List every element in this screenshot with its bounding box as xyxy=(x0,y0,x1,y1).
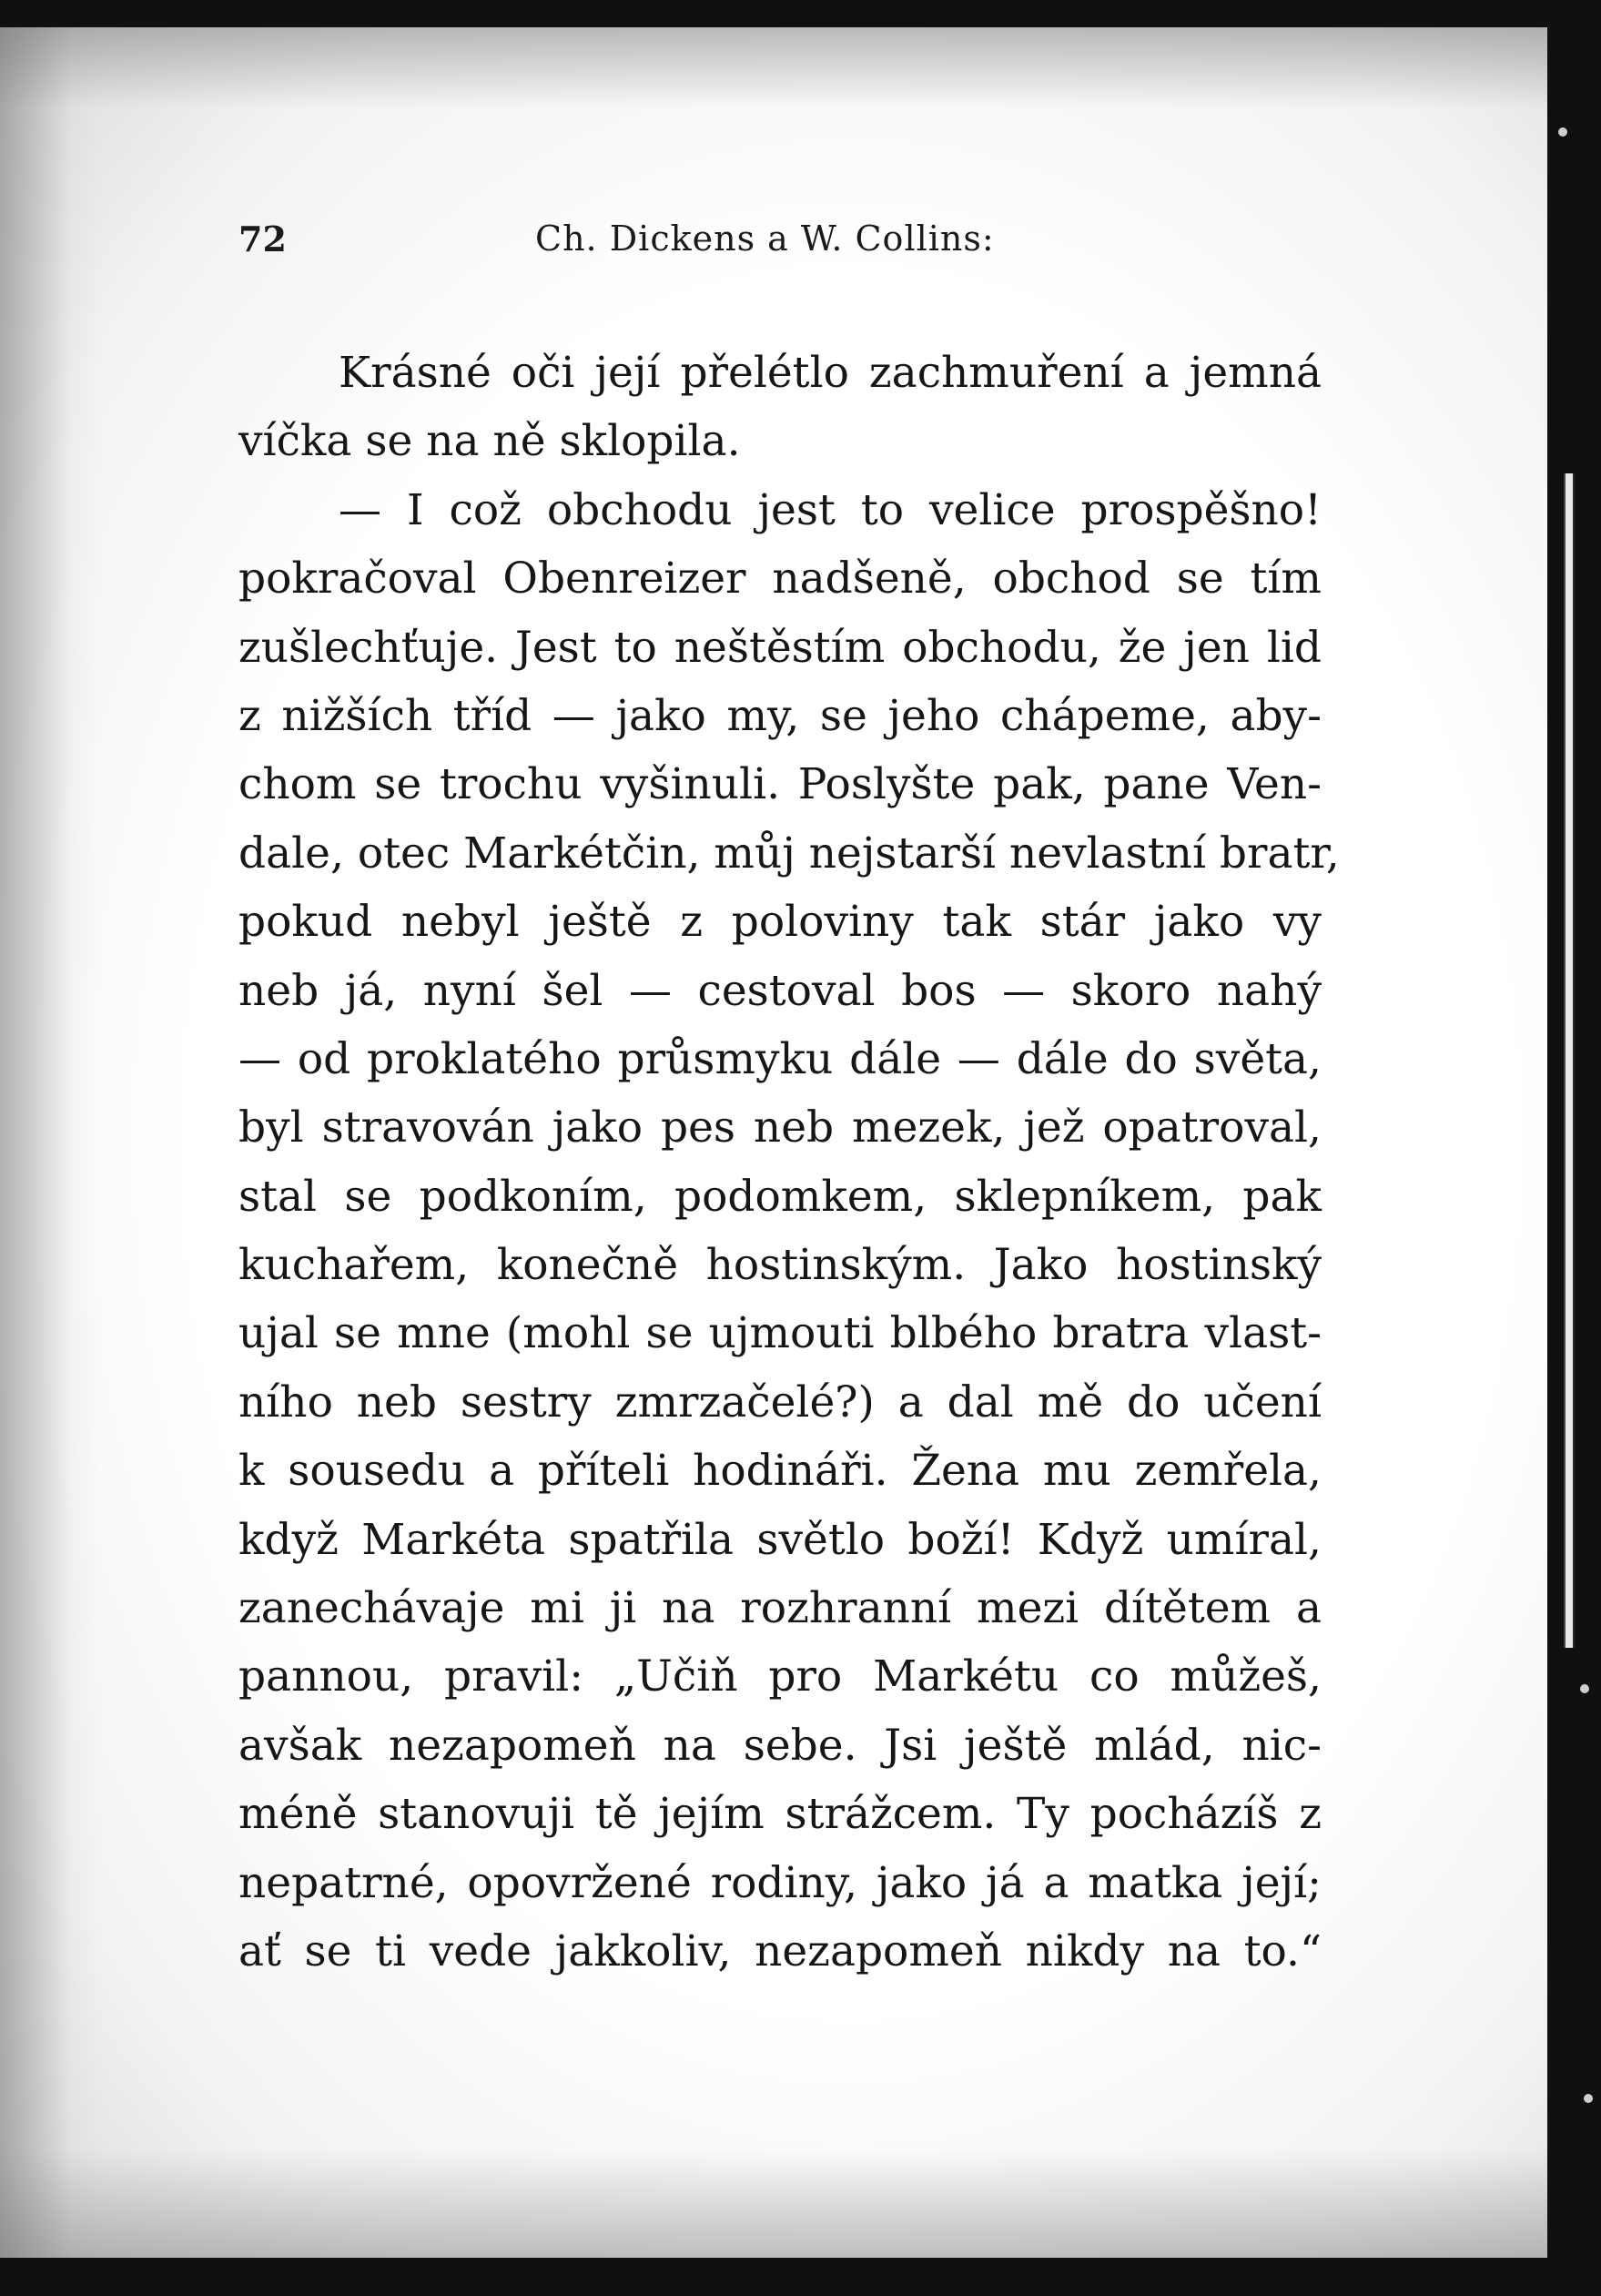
text-line: zanechávaje mi ji na rozhranní mezi dítětem a xyxy=(238,1583,1322,1634)
text-line: avšak nezapomeň na sebe. Jsi ještě mlád, nic- xyxy=(238,1720,1322,1771)
text-line: pokud nebyl ještě z poloviny tak stár jako vy xyxy=(238,897,1322,948)
text-line: zušlechťuje. Jest to neštěstím obchodu, že jen lid xyxy=(238,622,1322,673)
body-text xyxy=(238,339,1340,1986)
text-line: byl stravován jako pes neb mezek, jež opatroval, xyxy=(238,1102,1322,1153)
text-line: pannou, pravil: „Učiň pro Markétu co můžeš, xyxy=(238,1651,1322,1702)
text-line: kuchařem, konečně hostinským. Jako hostinský xyxy=(238,1240,1322,1291)
binding-edge xyxy=(1564,473,1575,1648)
text-line: nepatrné, opovržené rodiny, jako já a matka její; xyxy=(238,1857,1322,1908)
running-head: Ch. Dickens a W. Collins: xyxy=(535,218,995,259)
binding-mark xyxy=(1558,127,1567,137)
page-gutter-shadow xyxy=(0,27,100,2258)
binding-mark xyxy=(1580,1684,1589,1693)
book-page xyxy=(0,27,1547,2258)
text-line: víčka se na ně sklopila. xyxy=(238,416,741,467)
text-line: — od proklatého průsmyku dále — dále do světa, xyxy=(238,1033,1322,1084)
text-line: ního neb sestry zmrzačelé?) a dal mě do učení xyxy=(238,1377,1322,1427)
text-line: neb já, nyní šel — cestoval bos — skoro nahý xyxy=(238,965,1322,1016)
page-bottom-shadow xyxy=(0,2149,1547,2258)
text-line: k sousedu a příteli hodináři. Žena mu zemřela, xyxy=(238,1446,1322,1497)
page-top-shadow xyxy=(0,27,1547,109)
page-number: 72 xyxy=(238,218,287,259)
text-line: méně stanovuji tě jejím strážcem. Ty pocházíš z xyxy=(238,1789,1322,1840)
text-line: ujal se mne (mohl se ujmouti blbého bratra vlast- xyxy=(238,1308,1322,1359)
text-line: chom se trochu vyšinuli. Poslyšte pak, pane Ven- xyxy=(238,759,1322,810)
text-line: dale, otec Markétčin, můj nejstarší nevlastní bratr, xyxy=(238,828,1340,879)
page-header xyxy=(238,218,1322,273)
binding-mark xyxy=(1584,2094,1593,2103)
text-line: pokračoval Obenreizer nadšeně, obchod se tím xyxy=(238,554,1322,604)
text-line: — I což obchodu jest to velice prospěšno! xyxy=(339,484,1322,535)
text-line: z nižších tříd — jako my, se jeho chápeme, aby- xyxy=(238,690,1322,741)
text-line: Krásné oči její přelétlo zachmuření a jemná xyxy=(339,348,1322,398)
text-line: když Markéta spatřila světlo boží! Když umíral, xyxy=(238,1514,1322,1565)
text-line: ať se ti vede jakkoliv, nezapomeň nikdy na to.“ xyxy=(238,1925,1322,1976)
text-line: stal se podkoním, podomkem, sklepníkem, pak xyxy=(238,1171,1322,1222)
